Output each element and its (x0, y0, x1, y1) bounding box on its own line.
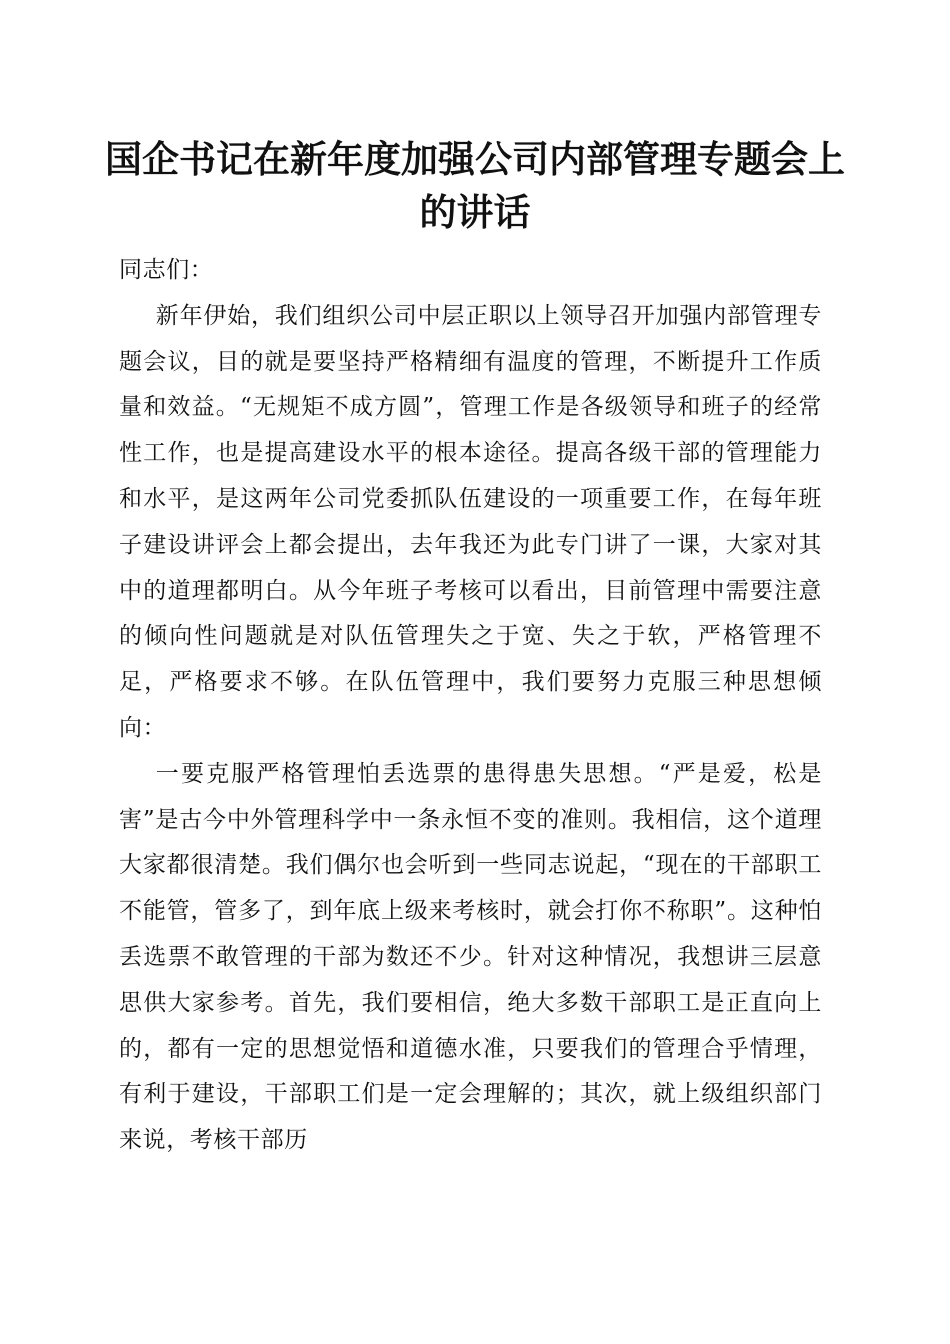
document-title: 国企书记在新年度加强公司内部管理专题会上的讲话 (105, 137, 845, 234)
paragraph-2: 一要克服严格管理怕丢选票的患得患失思想。“严是爱，松是害”是古今中外管理科学中一条永恒不变的准则。我相信，这个道理大家都很清楚。我们偶尔也会听到一些同志说起，“现在的干部职工不能管，管多了，到年底上级来考核时，就会打你不称职”。这种怕丢选票不敢管理的干部为数还不少。针对这种情况，我想讲三层意思供大家参考。首先，我们要相信，绝大多数干部职工是正直向上的，都有一定的思想觉悟和道德水准，只要我们的管理合乎情理，有利于建设，干部职工们是一定会理解的；其次，就上级组织部门来说，考核干部历 (119, 760, 822, 1154)
paragraph-1: 新年伊始，我们组织公司中层正职以上领导召开加强内部管理专题会议，目的就是要坚持严格精细有温度的管理，不断提升工作质量和效益。“无规矩不成方圆”，管理工作是各级领导和班子的经常性工作，也是提高建设水平的根本途径。提高各级干部的管理能力和水平，是这两年公司党委抓队伍建设的一项重要工作，在每年班子建设讲评会上都会提出，去年我还为此专门讲了一课，大家对其中的道理都明白。从今年班子考核可以看出，目前管理中需要注意的倾向性问题就是对队伍管理失之于宽、失之于软，严格管理不足，严格要求不够。在队伍管理中，我们要努力克服三种思想倾向： (119, 302, 822, 741)
document-body (119, 248, 822, 1164)
salutation: 同志们： (119, 257, 214, 283)
